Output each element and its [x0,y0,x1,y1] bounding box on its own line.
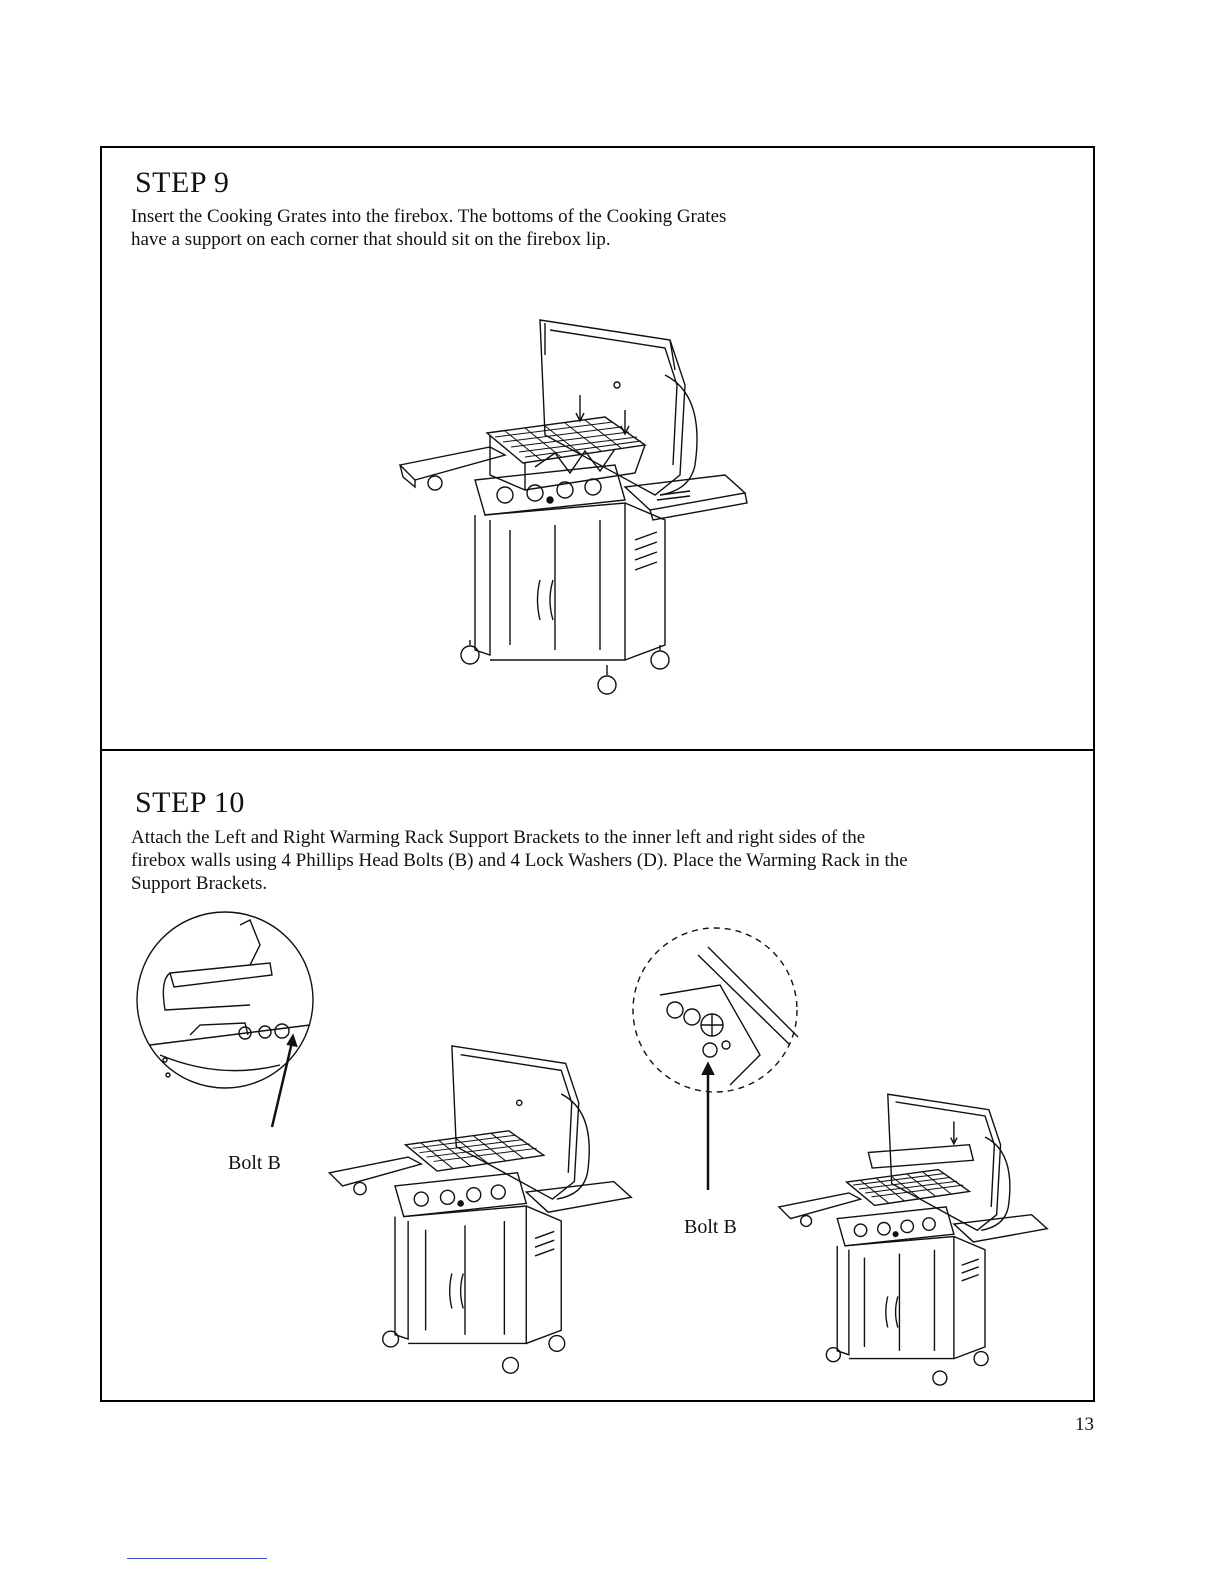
step10-title: STEP 10 [135,786,245,819]
step9-title: STEP 9 [135,166,230,199]
bolt-b-label-right: Bolt B [684,1216,737,1238]
footer-link-underline [127,1558,267,1559]
step9-instructions: Insert the Cooking Grates into the firebox. The bottoms of the Cooking Grates have a support on each corner that should sit on the firebox lip. [131,206,727,250]
step10-instructions: Attach the Left and Right Warming Rack Support Brackets to the inner left and right sides of the firebox walls using 4 Phillips Head Bolts (B) and 4 Lock Washers (D). Place the Warming Rack in the Support Brackets. [131,827,908,894]
page-number: 13 [1075,1414,1094,1435]
grill-illustration-step9 [395,315,755,700]
step-divider [100,749,1095,751]
bolt-b-label-left: Bolt B [228,1152,281,1174]
bracket-detail-left [130,905,330,1135]
grill-illustration-step10-right [775,1090,1055,1390]
grill-illustration-step10-center [325,1040,640,1380]
